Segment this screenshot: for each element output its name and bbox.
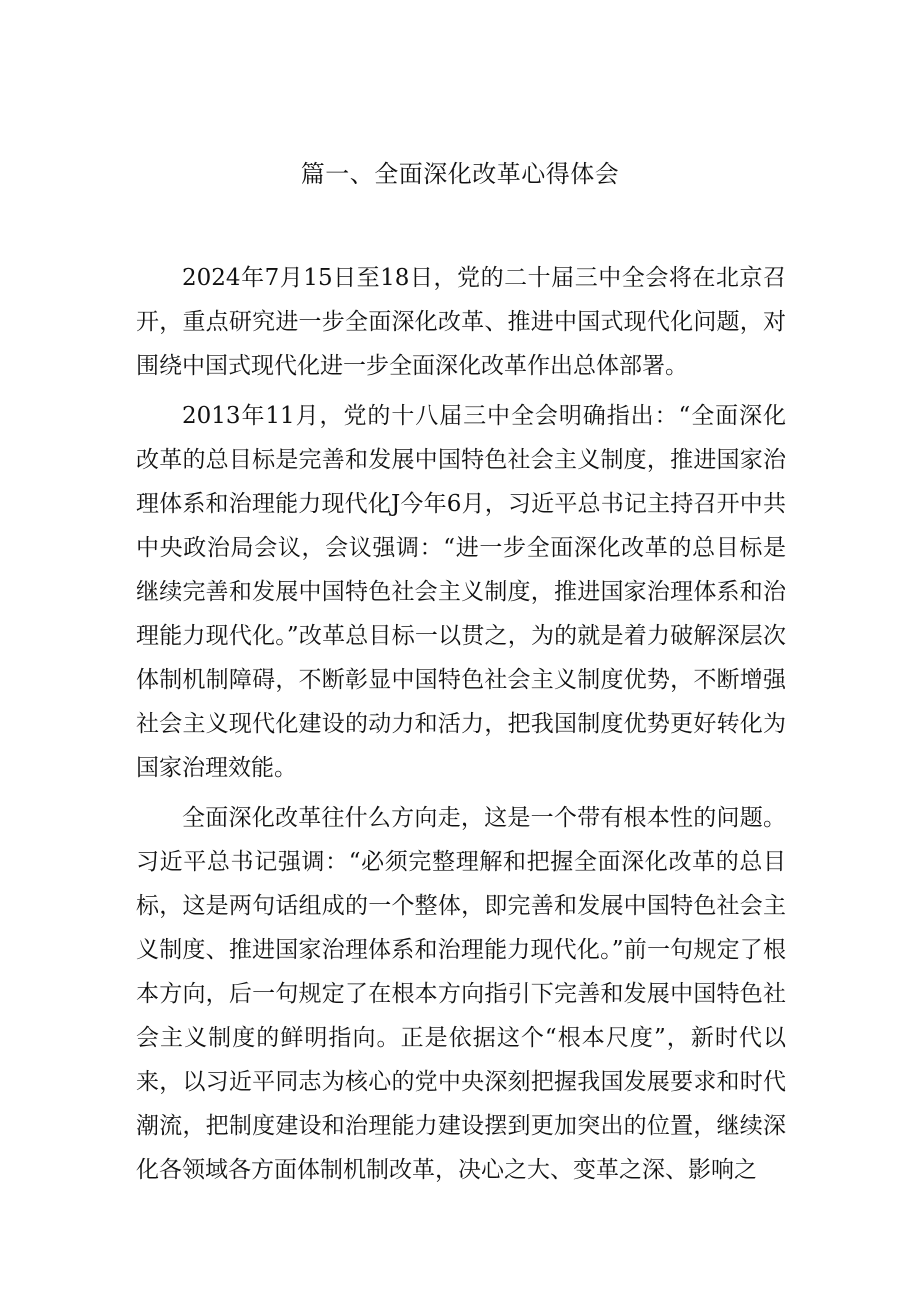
document-title: 篇一、全面深化改革心得体会 bbox=[300, 160, 620, 188]
paragraph-3: 全面深化改革往什么方向走，这是一个带有根本性的问题。习近平总书记强调：“必须完整理解和把握全面深化改革的总目标，这是两句话组成的一个整体，即完善和发展中国特色社会主义制度、推进国家治理体系和治理能力现代化。”前一句规定了根本方向，后一句规定了在根本方向指引下完善和发展中国特色社会主义制度的鲜明指向。正是依据这个“根本尺度”，新时代以来，以习近平同志为核心的党中央深刻把握我国发展要求和时代潮流，把制度建设和治理能力建设摆到更加突出的位置，继续深化各领域各方面体制机制改革，决心之大、变革之深、影响之 bbox=[136, 805, 786, 1183]
paragraph-1: 2024年7月15日至18日，党的二十届三中全会将在北京召开，重点研究进一步全面深化改革、推进中国式现代化问题，对围绕中国式现代化进一步全面深化改革作出总体部署。 bbox=[136, 265, 786, 379]
paragraph-2: 2013年11月，党的十八届三中全会明确指出：“全面深化改革的总目标是完善和发展中国特色社会主义制度，推进国家治理体系和治理能力现代化J今年6月，习近平总书记主持召开中共中央政治局会议，会议强调：“进一步全面深化改革的总目标是继续完善和发展中国特色社会主义制度，推进国家治理体系和治理能力现代化。”改革总目标一以贯之，为的就是着力破解深层次体制机制障碍，不断彰显中国特色社会主义制度优势，不断增强社会主义现代化建设的动力和活力，把我国制度优势更好转化为国家治理效能。 bbox=[136, 403, 786, 781]
document-body bbox=[136, 256, 786, 1198]
